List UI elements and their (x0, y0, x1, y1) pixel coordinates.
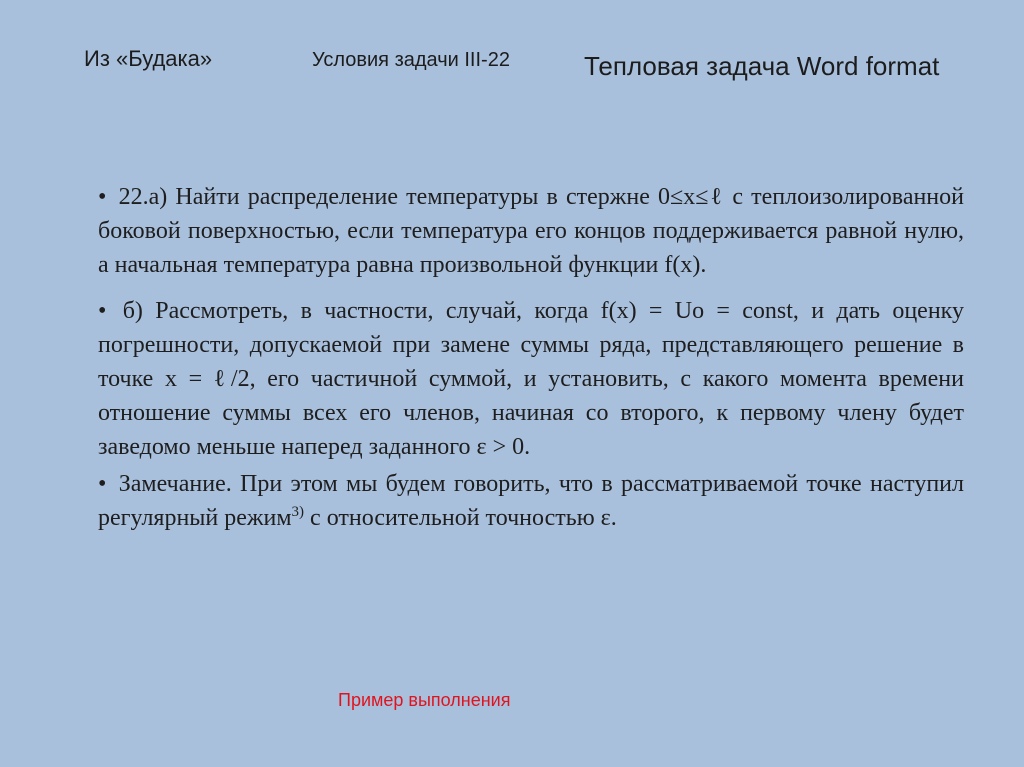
paragraph-remark (98, 467, 964, 535)
problem-label: Условия задачи III-22 (312, 49, 510, 71)
bullet-marker: • (98, 184, 107, 210)
page-title: Тепловая задача Word format (584, 51, 940, 81)
paragraph-part-b-text: б) Рассмотреть, в частности, случай, когда f(x) = Uo = const, и дать оценку погрешности, допускаемой при замене суммы ряда, представляющего решение в точке x = ℓ/2, его частичной суммой, и установить, с какого момента времени отношение суммы всех его членов, начиная со второго, к первому члену будет заведомо меньше наперед заданного ε > 0. (98, 298, 965, 460)
footnote-marker: 3) (291, 504, 305, 520)
problem-text (98, 180, 964, 535)
paragraph-part-a-text: 22.а) Найти распределение температуры в стержне 0≤x≤ℓ с теплоизолированной боковой поверхностью, если температура его концов поддерживается равной нулю, а начальная температура равна произвольной функции f(x). (98, 184, 964, 278)
bullet-marker: • (98, 471, 107, 497)
paragraph-part-a (98, 180, 964, 282)
bullet-marker: • (98, 298, 107, 324)
example-link[interactable]: Пример выполнения (338, 690, 511, 710)
remark-text-end: с относительной точностью ε. (304, 505, 617, 531)
remark-text: Замечание. При этом мы будем говорить, что в рассматриваемой точке наступил регулярный режим (98, 471, 964, 531)
source-label: Из «Будака» (84, 46, 213, 71)
paragraph-part-b (98, 294, 964, 464)
